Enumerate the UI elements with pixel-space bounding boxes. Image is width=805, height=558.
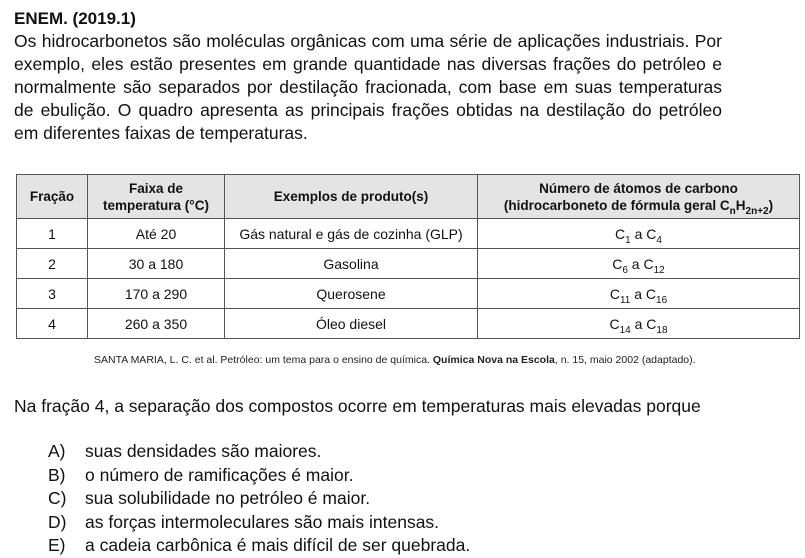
cell-faixa: 260 a 350: [88, 309, 225, 339]
cell-fracao: 3: [17, 279, 88, 309]
source-prefix: SANTA MARIA, L. C. et al. Petróleo: um tema para o ensino de química.: [94, 354, 433, 366]
header-atomos: [478, 175, 800, 219]
header-faixa-line1: Faixa de: [128, 180, 184, 196]
carbon-from: 6: [622, 264, 628, 276]
carbon-symbol: C: [643, 255, 654, 272]
cell-fracao: 4: [17, 309, 88, 339]
intro-paragraph: Os hidrocarbonetos são moléculas orgânicas com uma série de aplicações industriais. Por exemplo, eles estão presentes em grande quantidade nas diversas frações do petróleo e normalmente são separados por destilação fracionada, com base em suas temperaturas de ebulição. O quadro apresenta as principais frações obtidas na destilação do petróleo em diferentes faixas de temperaturas.: [14, 31, 722, 143]
cell-faixa: Até 20: [88, 219, 225, 249]
table-row: [17, 279, 800, 309]
carbon-symbol: C: [646, 315, 657, 332]
header-exemplos: Exemplos de produto(s): [225, 175, 478, 219]
cell-faixa: 170 a 290: [88, 279, 225, 309]
question-page: [14, 8, 804, 555]
carbon-to: 12: [653, 264, 665, 276]
range-word: a: [630, 285, 646, 302]
table-row: [17, 309, 800, 339]
carbon-from: 14: [619, 324, 631, 336]
carbon-symbol: C: [612, 255, 623, 272]
source-citation: [94, 354, 696, 366]
question-stem: Na fração 4, a separação dos compostos ocorre em temperaturas mais elevadas porque: [14, 396, 701, 416]
header-atomos-h: H: [735, 197, 746, 213]
option-c[interactable]: [48, 487, 470, 511]
fractions-table: [16, 174, 800, 339]
option-letter: D): [48, 511, 67, 532]
header-atomos-line1: Número de átomos de carbono: [539, 180, 738, 196]
cell-produto: Óleo diesel: [225, 309, 478, 339]
cell-produto: Querosene: [225, 279, 478, 309]
option-text: suas densidades são maiores.: [85, 441, 322, 461]
table-row: [17, 249, 800, 279]
option-e[interactable]: [48, 534, 470, 558]
header-atomos-sub-n: n: [729, 205, 736, 217]
header-atomos-line2: [482, 197, 795, 217]
exam-header: ENEM. (2019.1): [14, 9, 136, 28]
header-faixa-line2: temperatura (°C): [103, 197, 209, 213]
carbon-from: 11: [619, 294, 631, 306]
header-faixa: [88, 175, 225, 219]
answer-options: [48, 440, 470, 558]
cell-fracao: 1: [17, 219, 88, 249]
range-word: a: [627, 255, 644, 272]
cell-carbonos: [478, 279, 800, 309]
cell-produto: Gás natural e gás de cozinha (GLP): [225, 219, 478, 249]
option-text: o número de ramificações é maior.: [85, 464, 354, 485]
cell-carbonos: [478, 249, 800, 279]
option-letter: E): [48, 535, 66, 555]
cell-faixa: 30 a 180: [88, 249, 225, 279]
cell-carbonos: [478, 309, 800, 339]
option-letter: B): [48, 464, 66, 485]
header-atomos-sub-2n2: 2n+2: [745, 205, 769, 217]
option-d[interactable]: [48, 511, 470, 535]
source-suffix: , n. 15, maio 2002 (adaptado).: [554, 354, 696, 366]
option-text: sua solubilidade no petróleo é maior.: [85, 488, 371, 508]
table-row: [17, 219, 800, 249]
header-atomos-prefix: (hidrocarboneto de fórmula geral C: [503, 197, 730, 213]
table-header-row: [17, 175, 800, 219]
carbon-to: 16: [656, 294, 668, 306]
option-text: as forças intermoleculares são mais intensas.: [85, 511, 440, 532]
option-letter: A): [48, 441, 66, 461]
carbon-symbol: C: [615, 225, 626, 242]
carbon-from: 1: [625, 234, 631, 246]
option-text: a cadeia carbônica é mais difícil de ser quebrada.: [85, 535, 471, 555]
option-letter: C): [48, 488, 67, 508]
table-body: [17, 219, 800, 339]
range-word: a: [630, 225, 647, 242]
header-fracao: Fração: [17, 175, 88, 219]
carbon-to: 4: [656, 234, 662, 246]
cell-produto: Gasolina: [225, 249, 478, 279]
carbon-symbol: C: [646, 225, 657, 242]
carbon-symbol: C: [609, 285, 620, 302]
cell-fracao: 2: [17, 249, 88, 279]
carbon-symbol: C: [645, 285, 657, 302]
range-word: a: [630, 315, 647, 332]
carbon-symbol: C: [609, 315, 620, 332]
source-journal: Química Nova na Escola: [432, 354, 555, 366]
option-a[interactable]: [48, 440, 470, 464]
option-b[interactable]: [48, 464, 470, 488]
cell-carbonos: [478, 219, 800, 249]
carbon-to: 18: [656, 324, 668, 336]
header-atomos-suffix: ): [768, 197, 774, 213]
